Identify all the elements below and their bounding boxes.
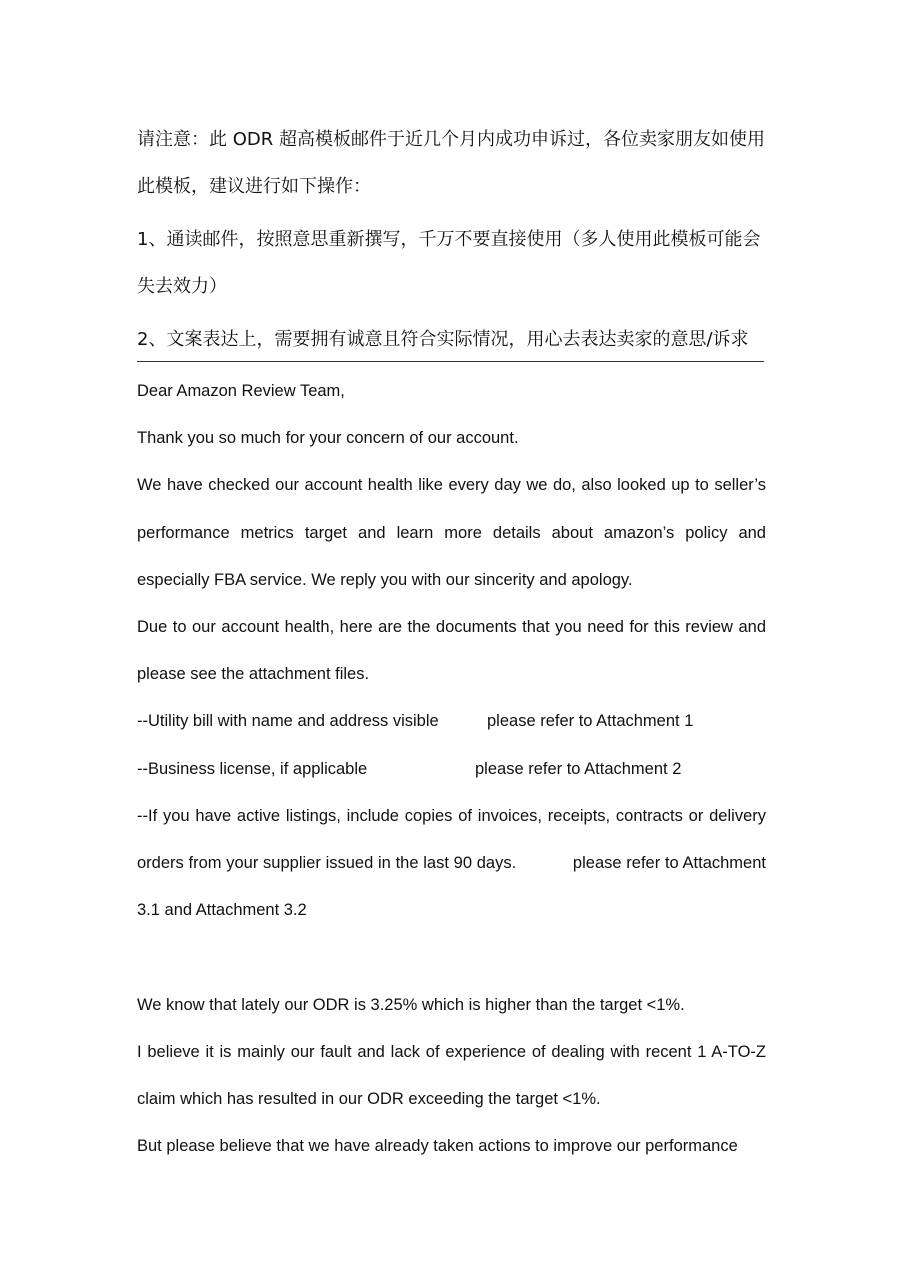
note-line-5: 2、文案表达上，需要拥有诚意且符合实际情况，用心去表达卖家的意思/诉求 [137,329,749,350]
document-list-item [137,698,766,745]
document-item: --Utility bill with name and address visible [137,712,439,731]
letter-paragraph: But please believe that we have already taken actions to improve our performance [137,1137,738,1156]
letter-paragraph: We have checked our account health like every day we do, also looked up to seller’s performance metrics target and learn more details about amazon’s policy and especially FBA service. We reply you with our sincerity and apology. [137,476,766,589]
note-line-2: 此模板，建议进行如下操作： [137,176,371,197]
instruction-step-2 [137,316,765,363]
divider-line [137,361,764,362]
document-list-item: --If you have active listings, include copies of invoices, receipts, contracts or delivery orders from your supplier issued in the last 90 days. please refer to Attachment 3.1 and Attachment 3.2 [137,806,766,920]
instruction-note [137,116,765,210]
instruction-step-1 [137,216,765,310]
note-line-3: 1、通读邮件，按照意思重新撰写，千万不要直接使用（多人使用此模板可能会 [137,229,761,250]
note-line-4: 失去效力） [137,276,227,297]
document-item: --Business license, if applicable [137,759,368,778]
document-reference: please refer to Attachment 2 [475,759,682,778]
letter-greeting: Dear Amazon Review Team, [137,382,345,400]
appeal-letter [137,368,766,1170]
letter-paragraph: We know that lately our ODR is 3.25% which is higher than the target <1%. [137,995,685,1014]
letter-paragraph: Due to our account health, here are the documents that you need for this review and please see the attachment files. [137,618,766,684]
note-line-1: 请注意：此 ODR 超高模板邮件于近几个月内成功申诉过，各位卖家朋友如使用 [137,129,765,150]
document-reference: please refer to Attachment 1 [487,712,694,731]
letter-paragraph: I believe it is mainly our fault and lack of experience of dealing with recent 1 A-TO-Z claim which has resulted in our ODR exceeding the target <1%. [137,1042,766,1109]
document-list-item [137,746,766,793]
blank-line [137,934,766,981]
letter-thanks: Thank you so much for your concern of our account. [137,429,519,448]
